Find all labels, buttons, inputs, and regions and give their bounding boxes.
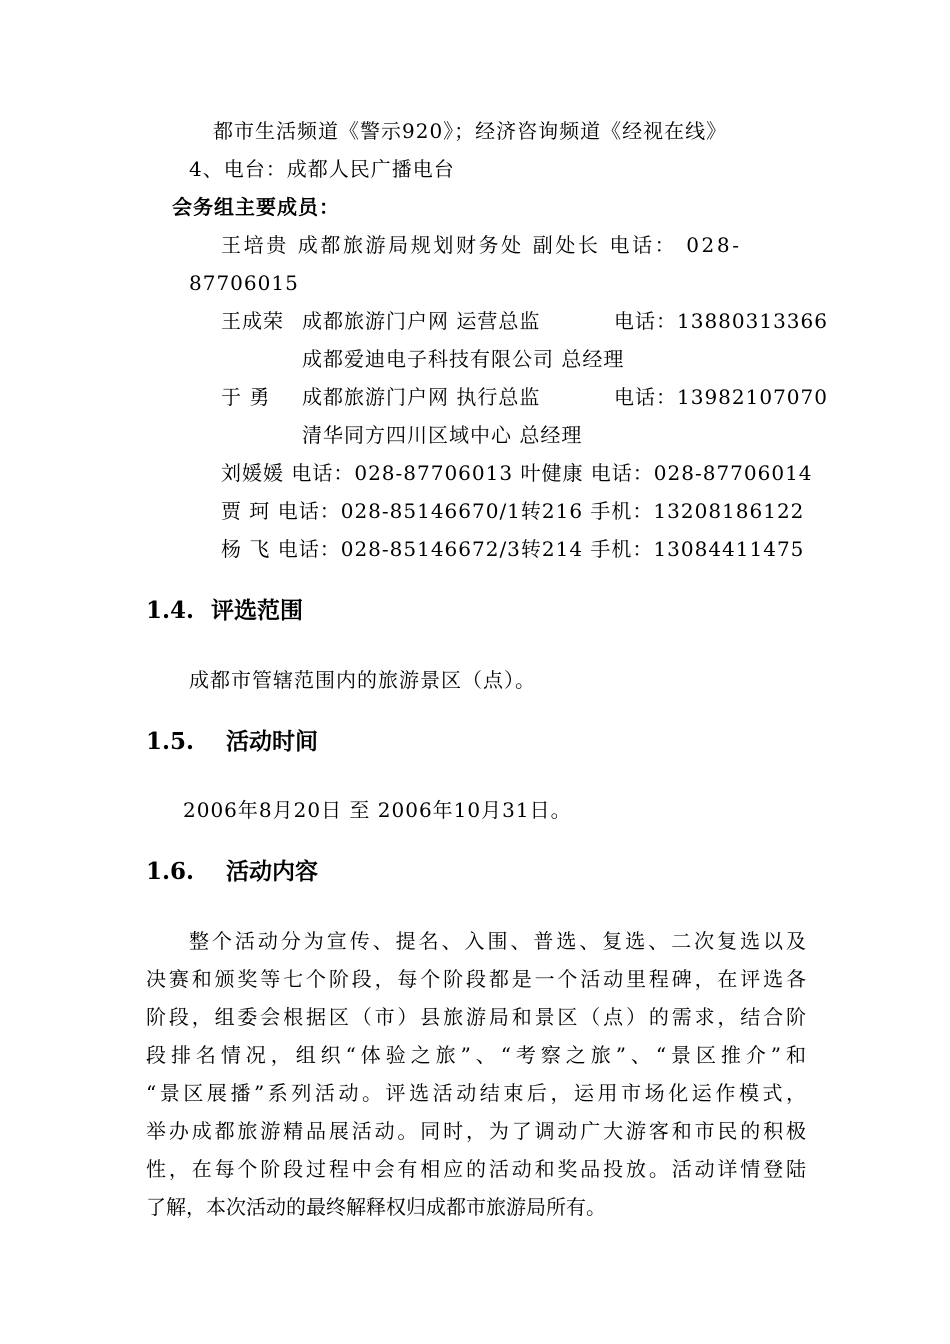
section-number: 1.4.	[146, 597, 195, 624]
section-title: 活动内容	[226, 858, 318, 885]
section-number: 1.6.	[146, 858, 195, 885]
staff-yu-yong-phone: 电话：13982107070	[614, 385, 828, 409]
staff-yu-yong-role2: 清华同方四川区域中心 总经理	[302, 423, 583, 447]
staff-heading: 会务组主要成员：	[172, 195, 340, 219]
staff-wang-chengrong-name: 王成荣	[221, 309, 284, 333]
section-heading-1-5	[146, 728, 318, 756]
staff-contact-line: 刘媛媛 电话：028-87706013 叶健康 电话：028-87706014	[221, 461, 813, 485]
staff-wang-chengrong-role: 成都旅游门户网 运营总监	[302, 309, 541, 333]
staff-wang-peigui-phone: 87706015	[189, 271, 299, 295]
section-title: 评选范围	[211, 597, 303, 624]
time-text: 2006年8月20日 至 2006年10月31日。	[183, 798, 572, 822]
staff-contact-line: 杨 飞 电话：028-85146672/3转214 手机：13084411475	[221, 537, 805, 561]
scope-text: 成都市管辖范围内的旅游景区（点）。	[189, 668, 536, 692]
content-paragraph-line: 举办成都旅游精品展活动。同时，为了调动广大游客和市民的积极	[146, 1119, 806, 1143]
staff-wang-chengrong-role2: 成都爱迪电子科技有限公司 总经理	[302, 347, 625, 371]
media-line-radio: 4、电台：成都人民广播电台	[189, 157, 455, 181]
section-heading-1-4	[146, 597, 303, 625]
content-paragraph-line: 了解，本次活动的最终解释权归成都市旅游局所有。	[146, 1195, 606, 1219]
staff-wang-peigui-line: 王培贵 成都旅游局规划财务处 副处长 电话： 028-	[221, 233, 742, 257]
content-paragraph-line: 决赛和颁奖等七个阶段，每个阶段都是一个活动里程碑，在评选各	[146, 967, 806, 991]
section-heading-1-6	[146, 858, 318, 886]
content-paragraph-line: 段排名情况，组织“体验之旅”、“考察之旅”、“景区推介”和	[146, 1043, 806, 1067]
staff-yu-yong-role: 成都旅游门户网 执行总监	[302, 385, 541, 409]
content-paragraph-line: 阶段，组委会根据区（市）县旅游局和景区（点）的需求，结合阶	[146, 1005, 806, 1029]
content-paragraph-line: “景区展播”系列活动。评选活动结束后，运用市场化运作模式，	[146, 1081, 806, 1105]
staff-yu-yong-name: 于 勇	[221, 385, 271, 409]
section-number: 1.5.	[146, 728, 195, 755]
staff-wang-chengrong-phone: 电话：13880313366	[614, 309, 828, 333]
staff-contact-line: 贾 珂 电话：028-85146670/1转216 手机：13208186122	[221, 499, 805, 523]
media-line-tv: 都市生活频道《警示920》；经济咨询频道《经视在线》	[213, 119, 728, 143]
content-paragraph-line: 性，在每个阶段过程中会有相应的活动和奖品投放。活动详情登陆	[146, 1157, 806, 1181]
content-paragraph-line: 整个活动分为宣传、提名、入围、普选、复选、二次复选以及	[189, 929, 806, 953]
section-title: 活动时间	[226, 728, 318, 755]
